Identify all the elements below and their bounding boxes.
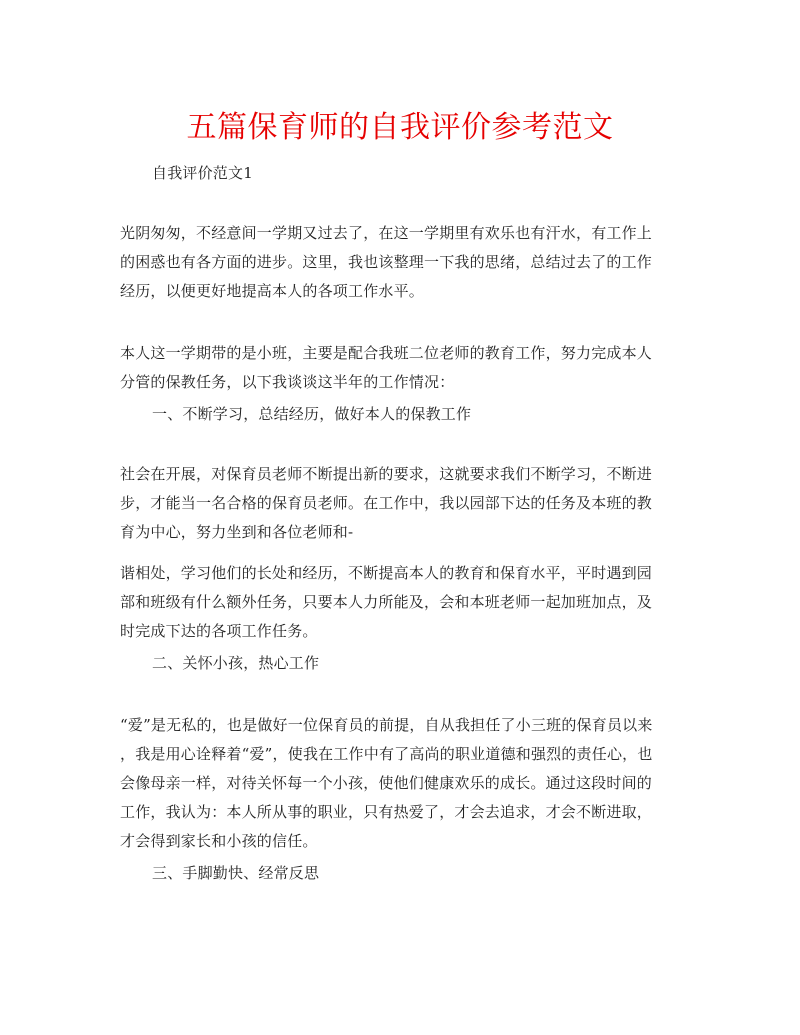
paragraph-3-line-3: 育为中心，努力坐到和各位老师和-: [120, 523, 354, 541]
paragraph-2-line-2: 分管的保教任务，以下我谈谈这半年的工作情况：: [120, 373, 455, 391]
paragraph-1-line-2: 的困惑也有各方面的进步。这里，我也该整理一下我的思绪，总结过去了的工作: [120, 253, 653, 271]
paragraph-2-line-1: 本人这一学期带的是小班，主要是配合我班二位老师的教育工作，努力完成本人: [120, 344, 653, 362]
paragraph-3-line-1: 社会在开展，对保育员老师不断提出新的要求，这就要求我们不断学习，不断进: [120, 465, 653, 483]
paragraph-4-line-4: 工作，我认为：本人所从事的职业，只有热爱了，才会去追求，才会不断进取，: [120, 803, 653, 821]
paragraph-3-line-4: 谐相处，学习他们的长处和经历，不断提高本人的教育和保育水平，平时遇到园: [120, 564, 653, 582]
document-title: 五篇保育师的自我评价参考范文: [186, 110, 614, 145]
paragraph-1-line-1: 光阴匆匆，不经意间一学期又过去了，在这一学期里有欢乐也有汗水，有工作上: [120, 224, 653, 242]
paragraph-1-line-3: 经历，以便更好地提高本人的各项工作水平。: [120, 282, 425, 300]
paragraph-4-line-5: 才会得到家长和小孩的信任。: [120, 832, 318, 850]
paragraph-4-line-3: 会像母亲一样，对待关怀每一个小孩，使他们健康欢乐的成长。通过这段时间的: [120, 774, 653, 792]
paragraph-4-line-1: “爱”是无私的，也是做好一位保育员的前提，自从我担任了小三班的保育员以来: [120, 716, 653, 734]
paragraph-4-line-2: ，我是用心诠释着“爱”，使我在工作中有了高尚的职业道德和强烈的责任心，也: [120, 745, 653, 763]
section-heading-1: 一、不断学习，总结经历，做好本人的保教工作: [152, 405, 472, 423]
section-heading-2: 二、关怀小孩，热心工作: [152, 654, 320, 672]
section-subheading: 自我评价范文1: [152, 164, 253, 182]
section-heading-3: 三、手脚勤快、经常反思: [152, 864, 320, 882]
paragraph-3-line-6: 时完成下达的各项工作任务。: [120, 622, 318, 640]
paragraph-3-line-2: 步，才能当一名合格的保育员老师。在工作中，我以园部下达的任务及本班的教: [120, 494, 653, 512]
paragraph-3-line-5: 部和班级有什么额外任务，只要本人力所能及，会和本班老师一起加班加点，及: [120, 593, 653, 611]
